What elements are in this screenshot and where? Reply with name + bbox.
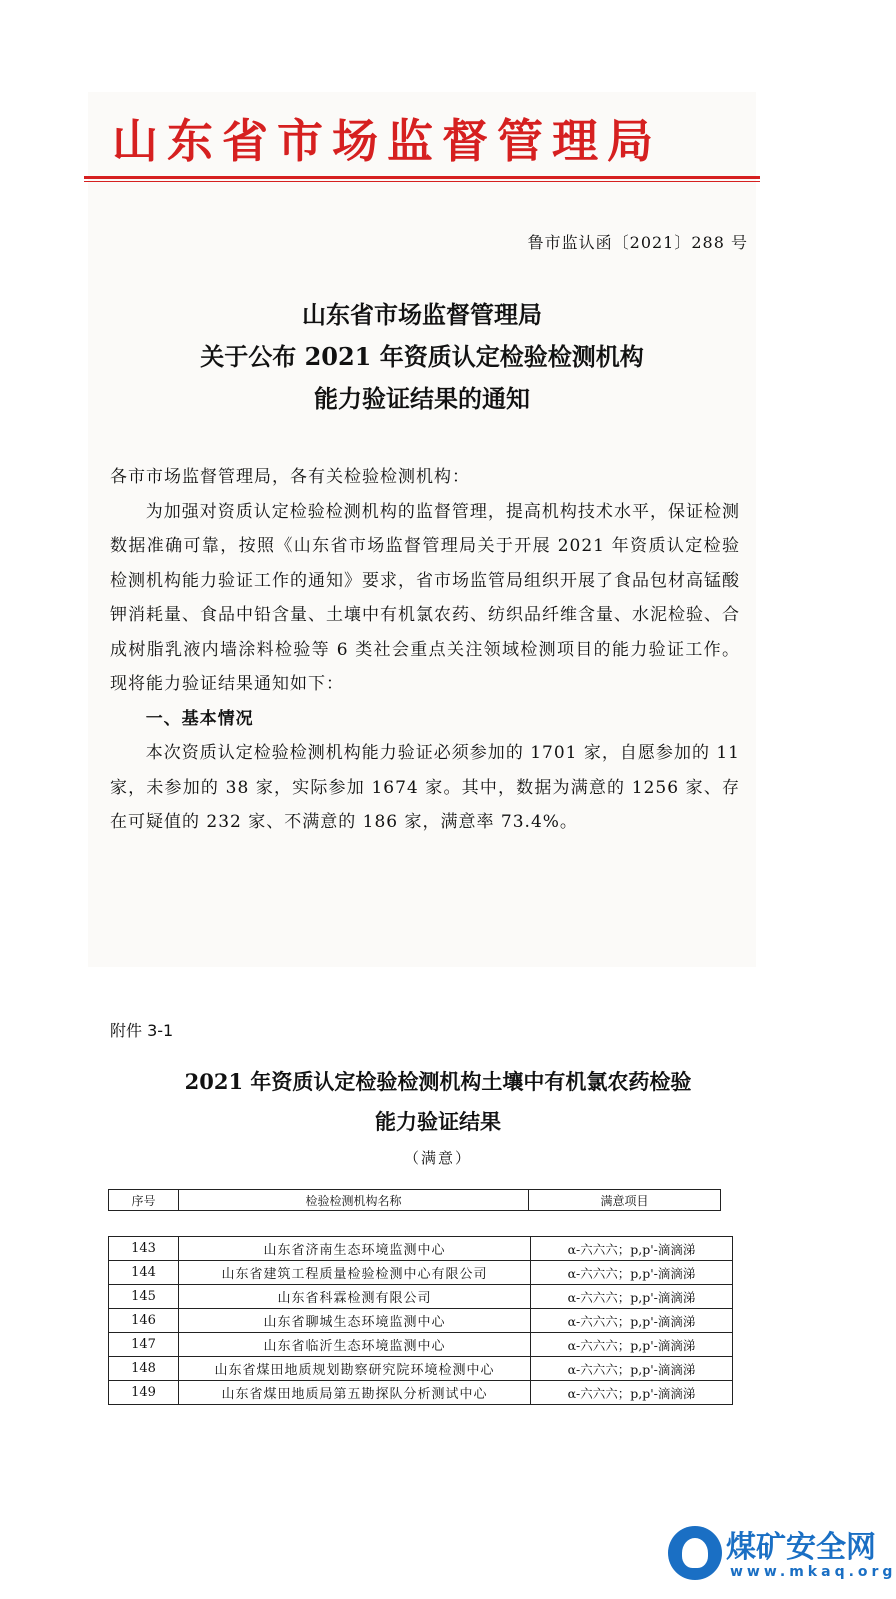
attachment-title-line-1: 2021 年资质认定检验检测机构土壤中有机氯农药检验 xyxy=(184,1069,692,1094)
header-institution: 检验检测机构名称 xyxy=(179,1190,529,1210)
row-items: α-六六六；p,p'-滴滴涕 xyxy=(567,1313,696,1329)
table-row xyxy=(109,1381,732,1405)
row-serial: 143 xyxy=(109,1237,179,1260)
attachment-title xyxy=(88,1062,788,1142)
title-line-3: 能力验证结果的通知 xyxy=(314,384,530,413)
row-institution: 山东省建筑工程质量检验检测中心有限公司 xyxy=(179,1261,531,1284)
header-red-rule-thin xyxy=(84,181,760,182)
row-items: α-六六六；p,p'-滴滴涕 xyxy=(567,1385,696,1401)
document-number: 鲁市监认函〔2021〕288 号 xyxy=(527,233,748,252)
header-serial: 序号 xyxy=(109,1190,179,1210)
row-serial: 147 xyxy=(109,1333,179,1356)
paragraph-1: 为加强对资质认定检验检测机构的监督管理，提高机构技术水平，保证检测数据准确可靠，按照《山东省市场监督管理局关于开展 2021 年资质认定检验检测机构能力验证工作的通知》要求，省市场监管局组织开展了食品包材高锰酸钾消耗量、食品中铅含量、土壤中有机氯农药、纺织品纤维含量、水泥检验、合成树脂乳液内墙涂料检验等 6 类社会重点关注领域检测项目的能力验证工作。现将能力验证结果通知如下： xyxy=(110,501,740,694)
table-row xyxy=(109,1333,732,1357)
row-items: α-六六六；p,p'-滴滴涕 xyxy=(567,1361,696,1377)
row-institution: 山东省科霖检测有限公司 xyxy=(179,1285,531,1308)
row-serial: 144 xyxy=(109,1261,179,1284)
attachment-title-line-2: 能力验证结果 xyxy=(375,1109,501,1134)
watermark-url: www.mkaq.org xyxy=(730,1564,896,1580)
title-line-2: 关于公布 2021 年资质认定检验检测机构 xyxy=(200,342,644,371)
notice-body xyxy=(110,460,740,840)
row-institution: 山东省聊城生态环境监测中心 xyxy=(179,1309,531,1332)
row-serial: 145 xyxy=(109,1285,179,1308)
row-institution: 山东省临沂生态环境监测中心 xyxy=(179,1333,531,1356)
issuer-header: 山东省市场监督管理局 xyxy=(112,114,662,168)
table-row xyxy=(109,1237,732,1261)
row-institution: 山东省煤田地质规划勘察研究院环境检测中心 xyxy=(179,1357,531,1380)
row-serial: 149 xyxy=(109,1381,179,1404)
row-items: α-六六六；p,p'-滴滴涕 xyxy=(567,1337,696,1353)
row-institution: 山东省济南生态环境监测中心 xyxy=(179,1237,531,1260)
attachment-subtitle: （满意） xyxy=(403,1149,472,1167)
row-items: α-六六六；p,p'-滴滴涕 xyxy=(567,1241,696,1257)
miner-helmet-icon xyxy=(668,1526,722,1580)
table-row xyxy=(109,1309,732,1333)
header-items: 满意项目 xyxy=(600,1193,649,1208)
table-row xyxy=(109,1357,732,1381)
row-serial: 146 xyxy=(109,1309,179,1332)
table-row xyxy=(109,1285,732,1309)
header-red-rule xyxy=(84,176,760,179)
results-table xyxy=(108,1236,733,1405)
row-items: α-六六六；p,p'-滴滴涕 xyxy=(567,1289,696,1305)
row-items: α-六六六；p,p'-滴滴涕 xyxy=(567,1265,696,1281)
table-row xyxy=(109,1261,732,1285)
title-line-1: 山东省市场监督管理局 xyxy=(302,300,542,329)
site-watermark xyxy=(668,1520,896,1592)
paragraph-2: 本次资质认定检验检测机构能力验证必须参加的 1701 家，自愿参加的 11 家，未参加的 38 家，实际参加 1674 家。其中，数据为满意的 1256 家、存在可疑值的 232 家、不满意的 186 家，满意率 73.4%。 xyxy=(110,743,740,832)
results-table-header xyxy=(108,1189,721,1211)
section-heading-1: 一、基本情况 xyxy=(145,708,254,729)
attachment-label: 附件 3-1 xyxy=(110,1021,174,1040)
watermark-name: 煤矿安全网 xyxy=(726,1530,876,1565)
notice-title xyxy=(88,294,756,420)
row-institution: 山东省煤田地质局第五勘探队分析测试中心 xyxy=(179,1381,531,1404)
salutation: 各市市场监督管理局，各有关检验检测机构： xyxy=(110,467,470,487)
row-serial: 148 xyxy=(109,1357,179,1380)
